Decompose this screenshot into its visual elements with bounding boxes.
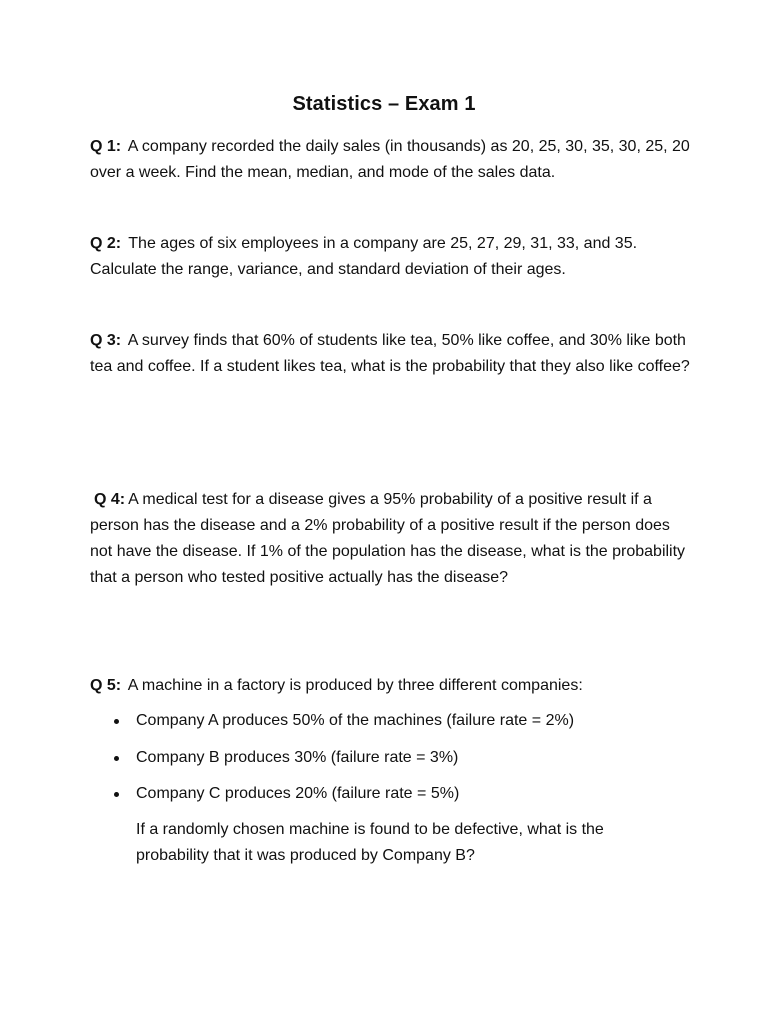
question-text: A survey finds that 60% of students like tea, 50% like coffee, and 30% like both tea and coffee. If a student likes tea, what is the probability that they also like coffee? bbox=[90, 332, 690, 375]
bullet-icon bbox=[114, 792, 119, 797]
question-2 bbox=[90, 231, 690, 283]
list-item-text: Company A produces 50% of the machines (failure rate = 2%) bbox=[136, 712, 575, 729]
question-3 bbox=[90, 328, 690, 380]
question-text: A company recorded the daily sales (in thousands) as 20, 25, 30, 35, 30, 25, 20 over a week. Find the mean, median, and mode of the sales data. bbox=[90, 138, 690, 181]
list-item bbox=[112, 745, 672, 771]
question-text: A medical test for a disease gives a 95% probability of a positive result if a person has the disease and a 2% probability of a positive result if the person does not have the disease. If 1% of the population has the disease, what is the probability that a person who tested positive actually has the disease? bbox=[90, 491, 686, 586]
question-4 bbox=[90, 487, 690, 591]
document-title: Statistics – Exam 1 bbox=[292, 93, 476, 115]
question-number: Q 3: bbox=[90, 332, 122, 349]
question-5-followup: If a randomly chosen machine is found to be defective, what is the probability that it was produced by Company B? bbox=[136, 821, 604, 864]
question-number: Q 1: bbox=[90, 138, 122, 155]
list-item-text: Company C produces 20% (failure rate = 5%) bbox=[136, 785, 460, 802]
question-number: Q 2: bbox=[90, 235, 122, 252]
question-text: A machine in a factory is produced by three different companies: bbox=[124, 677, 583, 694]
question-number: Q 5: bbox=[90, 677, 122, 694]
list-item bbox=[112, 708, 672, 734]
question-1 bbox=[90, 134, 690, 186]
company-list bbox=[112, 708, 672, 818]
question-5 bbox=[90, 673, 690, 699]
bullet-icon bbox=[114, 719, 119, 724]
question-text: The ages of six employees in a company are 25, 27, 29, 31, 33, and 35. Calculate the range, variance, and standard deviation of their ages. bbox=[90, 235, 638, 278]
question-number: Q 4: bbox=[94, 491, 126, 508]
bullet-icon bbox=[114, 756, 119, 761]
list-item-text: Company B produces 30% (failure rate = 3%) bbox=[136, 748, 459, 766]
list-item bbox=[112, 781, 672, 807]
